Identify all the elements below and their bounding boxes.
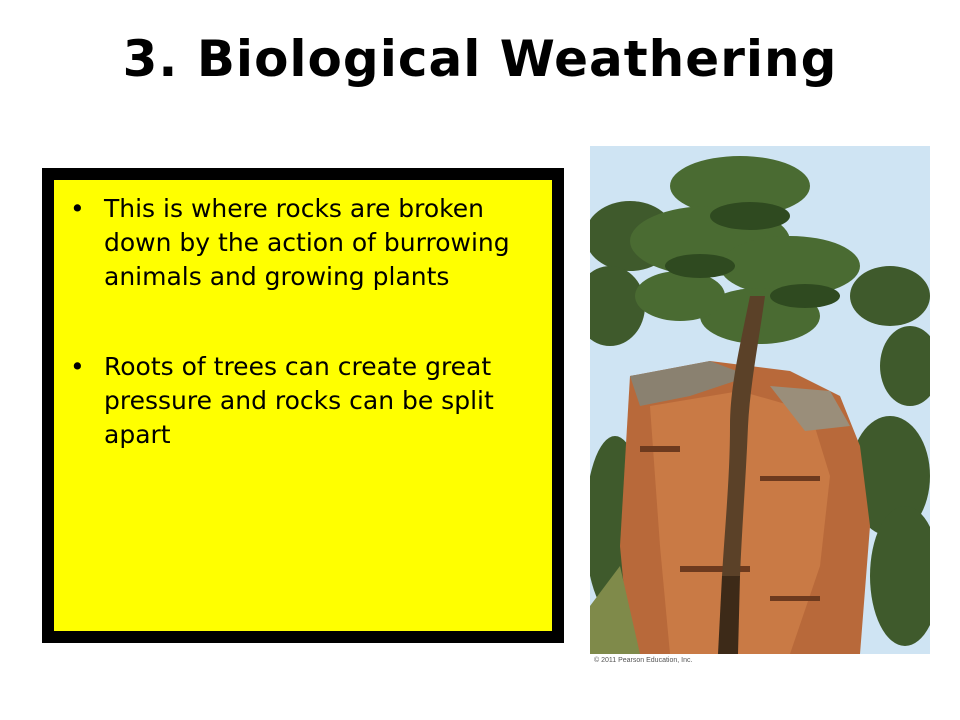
slide-title: 3. Biological Weathering xyxy=(122,30,838,88)
tree-rock-photo xyxy=(590,146,930,654)
bullet-text: This is where rocks are broken down by the action of burrowing animals and growing plants xyxy=(104,194,510,291)
bullet-item xyxy=(70,350,540,452)
bullet-dot: • xyxy=(70,194,85,223)
bullet-dot: • xyxy=(70,352,85,381)
photo-credit: © 2011 Pearson Education, Inc. xyxy=(594,657,693,664)
tree-rock-illustration xyxy=(590,146,930,654)
bullet-box xyxy=(42,168,564,643)
bullet-box-inner xyxy=(54,180,552,631)
bullet-text: Roots of trees can create great pressure and rocks can be split apart xyxy=(104,352,494,449)
bullet-item xyxy=(70,192,540,294)
